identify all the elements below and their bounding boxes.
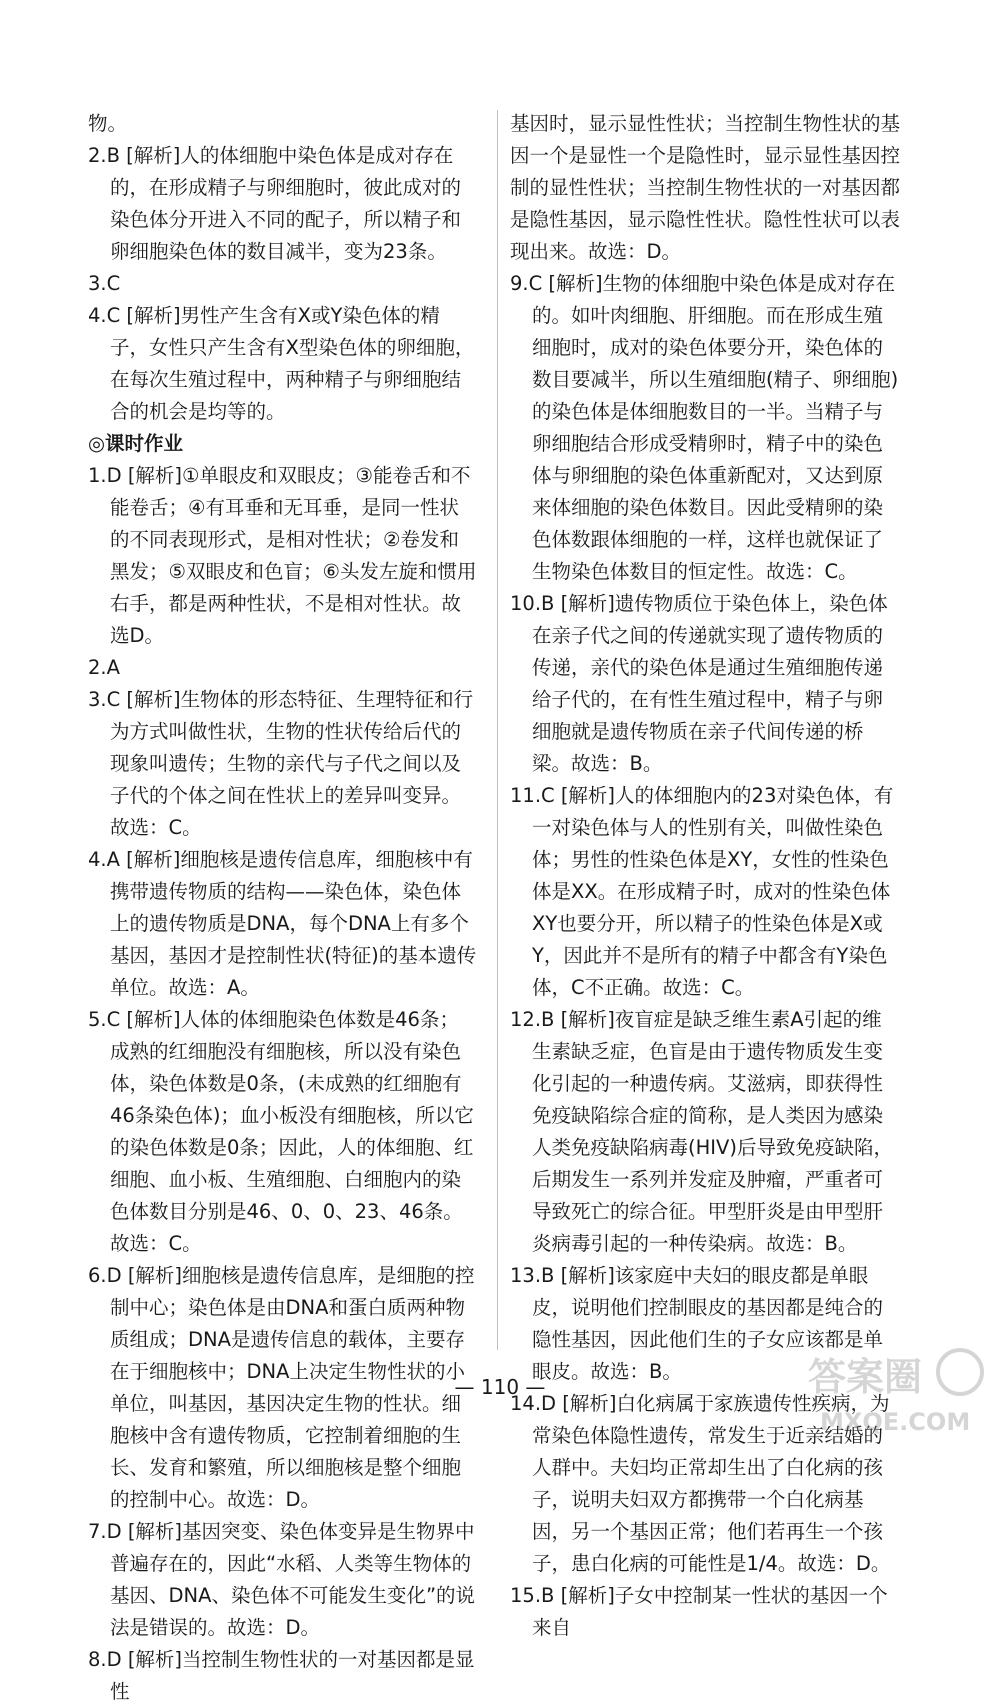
watermark-text-en: MXQE.COM: [820, 1408, 971, 1436]
column-divider: [497, 110, 498, 1350]
answer-item: 14.D [解析]白化病属于家族遗传性疾病，为常染色体隐性遗传，常发生于近亲结婚的人群中。夫妇均正常却生出了白化病的孩子，说明夫妇双方都携带一个白化病基因，另一个基因正常；他们若再生一个孩子，患白化病的可能性是1/4。故选：D。: [510, 1392, 891, 1575]
right-column-continuation: 基因时，显示显性性状；当控制生物性状的基因一个是显性一个是隐性时，显示显性基因控制的显性性状；当控制生物性状的一对基因都是隐性基因，显示隐性性状。隐性性状可以表现出来。故选：D。: [510, 112, 901, 263]
left-column: [88, 108, 478, 1708]
answer-item: 9.C [解析]生物的体细胞中染色体是成对存在的。如叶肉细胞、肝细胞。而在形成生殖细胞时，成对的染色体要分开，染色体的数目要减半，所以生殖细胞(精子、卵细胞)的染色体是体细胞数目的一半。当精子与卵细胞结合形成受精卵时，精子中的染色体与卵细胞的染色体重新配对，又达到原来体细胞的染色体数目。因此受精卵的染色体数跟体细胞的一样，这样也就保证了生物染色体数目的恒定性。故选：C。: [510, 272, 899, 583]
answer-item: 1.D [解析]①单眼皮和双眼皮；③能卷舌和不能卷舌；④有耳垂和无耳垂，是同一性状的不同表现形式，是相对性状；②卷发和黑发；⑤双眼皮和色盲；⑥头发左旋和惯用右手，都是两种性状，不是相对性状。故选D。: [88, 464, 477, 647]
answer-item: 5.C [解析]人体的体细胞染色体数是46条；成熟的红细胞没有细胞核，所以没有染色体，染色体数是0条，(未成熟的红细胞有46条染色体)；血小板没有细胞核，所以它的染色体数是0条；因此，人的体细胞、红细胞、血小板、生殖细胞、白细胞内的染色体数目分别是46、0、0、23、46条。故选：C。: [88, 1008, 474, 1255]
left-column-continuation: 物。: [88, 112, 128, 135]
answer-item: 12.B [解析]夜盲症是缺乏维生素A引起的维生素缺乏症，色盲是由于遗传物质发生变化引起的一种遗传病。艾滋病，即获得性免疫缺陷综合症的简称，是人类因为感染人类免疫缺陷病毒(HIV)后导致免疫缺陷，后期发生一系列并发症及肿瘤，严重者可导致死亡的综合征。甲型肝炎是由甲型肝炎病毒引起的一种传染病。故选：B。: [510, 1008, 893, 1255]
answer-item: 8.D [解析]当控制生物性状的一对基因都是显性: [88, 1648, 475, 1703]
answer-item: 10.B [解析]遗传物质位于染色体上，染色体在亲子代之间的传递就实现了遗传物质的传递，亲代的染色体是通过生殖细胞传递给子代的，在有性生殖过程中，精子与卵细胞就是遗传物质在亲子代间传递的桥梁。故选：B。: [510, 592, 888, 775]
answer-item: 15.B [解析]子女中控制某一性状的基因一个来自: [510, 1584, 888, 1639]
answer-item: 2.A: [88, 656, 120, 679]
answer-item: 2.B [解析]人的体细胞中染色体是成对存在的，在形成精子与卵细胞时，彼此成对的染色体分开进入不同的配子，所以精子和卵细胞染色体的数目减半，变为23条。: [88, 144, 462, 263]
watermark-text-cn: 答案圈: [808, 1355, 923, 1399]
answer-item: 4.A [解析]细胞核是遗传信息库，细胞核中有携带遗传物质的结构——染色体，染色体上的遗传物质是DNA，每个DNA上有多个基因，基因才是控制性状(特征)的基本遗传单位。故选：A。: [88, 848, 477, 999]
watermark-logo-icon: [800, 1340, 990, 1440]
answer-item: 3.C [解析]生物体的形态特征、生理特征和行为方式叫做性状，生物的性状传给后代的现象叫遗传；生物的亲代与子代之间以及子代的个体之间在性状上的差异叫变异。故选：C。: [88, 688, 474, 839]
section-heading: ◎课时作业: [88, 432, 184, 455]
answer-item: 6.D [解析]细胞核是遗传信息库，是细胞的控制中心；染色体是由DNA和蛋白质两种物质组成；DNA是遗传信息的载体，主要存在于细胞核中；DNA上决定生物性状的小单位，叫基因，基因决定生物的性状。细胞核中含有遗传物质，它控制着细胞的生长、发育和繁殖，所以细胞核是整个细胞的控制中心。故选：D。: [88, 1264, 475, 1511]
answer-item: 4.C [解析]男性产生含有X或Y染色体的精子，女性只产生含有X型染色体的卵细胞，在每次生殖过程中，两种精子与卵细胞结合的机会是均等的。: [88, 304, 475, 423]
answer-item: 7.D [解析]基因突变、染色体变异是生物界中普遍存在的，因此“水稻、人类等生物体的基因、DNA、染色体不可能发生变化”的说法是错误的。故选：D。: [88, 1520, 476, 1639]
answer-item: 11.C [解析]人的体细胞内的23对染色体，有一对染色体与人的性别有关，叫做性染色体；男性的性染色体是XY，女性的性染色体是XX。在形成精子时，成对的性染色体XY也要分开，所以精子的性染色体是X或Y，因此并不是所有的精子中都含有Y染色体，C不正确。故选：C。: [510, 784, 894, 999]
answer-item: 13.B [解析]该家庭中夫妇的眼皮都是单眼皮，说明他们控制眼皮的基因都是纯合的隐性基因，因此他们生的子女应该都是单眼皮。故选：B。: [510, 1264, 884, 1383]
answer-item: 3.C: [88, 272, 121, 295]
page-number: — 110 —: [454, 1375, 546, 1399]
